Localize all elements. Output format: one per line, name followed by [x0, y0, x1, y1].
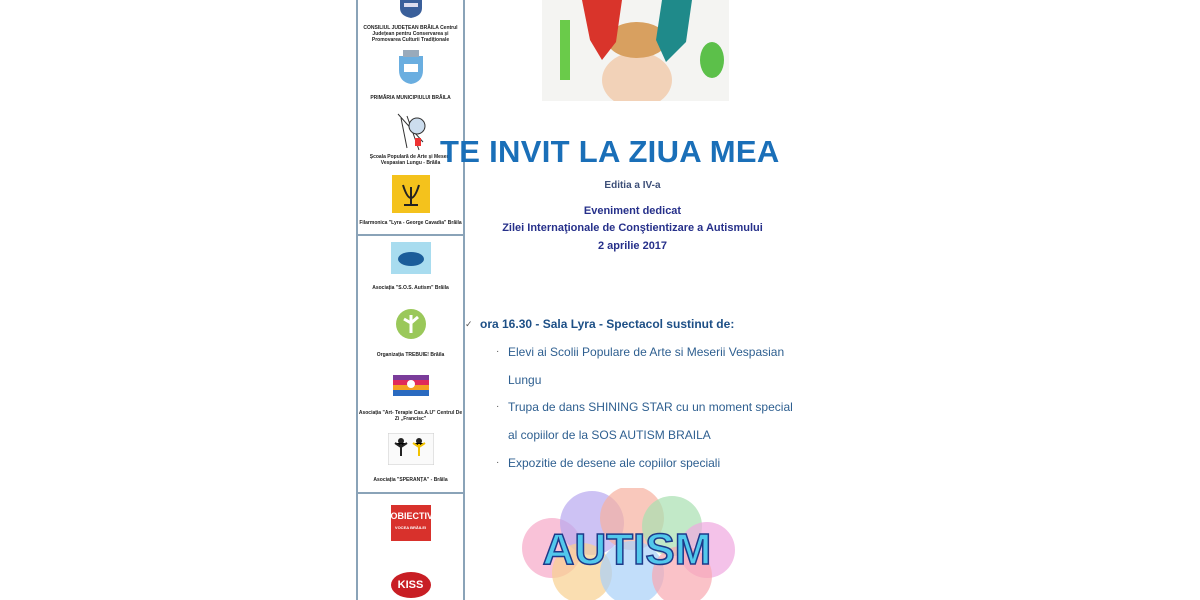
- partner-caption: PRIMĂRIA MUNICIPIULUI BRĂILA: [370, 95, 451, 101]
- partner-caption: Filarmonica "Lyra - George Cavadia" Brăila: [359, 220, 462, 226]
- sos-autism-logo-icon: [391, 242, 431, 274]
- divider: [358, 492, 463, 494]
- bullet-icon: ·: [496, 401, 500, 412]
- edition-label: Editia a IV-a: [604, 180, 661, 191]
- program-heading: ora 16.30 - Sala Lyra - Spectacol sustinut de:: [480, 317, 735, 331]
- program-item-cont: al copiilor de la SOS AUTISM BRAILA: [508, 428, 711, 442]
- partner-caption: CONSILIUL JUDEȚEAN BRĂILA Centrul Județean pentru Conservarea și Promovarea Culturii Tradiționale: [363, 25, 458, 43]
- art-therapy-logo-icon: [393, 375, 429, 397]
- arts-school-logo-icon: [393, 112, 429, 152]
- philharmonic-lyre-icon: [392, 175, 430, 213]
- partner-caption: Asociația "SPERANȚA" - Brăila: [373, 477, 448, 483]
- trebuie-logo-icon: [393, 307, 429, 343]
- program-item: Elevi ai Scolii Populare de Arte si Meserii Vespasian: [508, 345, 785, 359]
- bullet-icon: ·: [496, 346, 500, 357]
- partner-caption: Asociația "Art- Terapie Cas.A.U" Centrul De Zi „Francisc": [358, 410, 463, 422]
- partner-caption: Asociația "S.O.S. Autism" Brăila: [372, 285, 449, 291]
- kiss-logo: KISS: [391, 572, 431, 598]
- partners-sidebar: [356, 0, 465, 600]
- program-item: Expozitie de desene ale copiilor speciali: [508, 456, 721, 470]
- autism-banner-text: AUTISM: [542, 525, 712, 574]
- speranta-logo-icon: [388, 433, 434, 465]
- obiectiv-logo: [390, 505, 434, 541]
- divider: [358, 234, 463, 236]
- child-painted-hands-photo: [542, 0, 729, 101]
- county-council-crest-icon: [398, 0, 424, 18]
- autism-banner-image: [512, 488, 742, 600]
- obiectiv-logo-text: OBIECTIV: [390, 511, 434, 521]
- program-item-cont: Lungu: [508, 373, 542, 387]
- dedicated-label: Eveniment dedicat: [583, 205, 682, 217]
- event-date: 2 aprilie 2017: [597, 240, 668, 252]
- check-bullet-icon: ✓: [465, 319, 473, 329]
- bullet-icon: ·: [496, 457, 500, 468]
- awareness-day-label: Zilei Internaţionale de Conştientizare a Autismului: [502, 222, 763, 234]
- program-item: Trupa de dans SHINING STAR cu un moment special: [508, 400, 793, 414]
- city-hall-crest-icon: [398, 50, 424, 84]
- partner-caption: Școala Populară de Arte și Meserii Vespasian Lungu - Brăila: [369, 154, 452, 166]
- obiectiv-logo-sub: VOCEA BRĂILEI: [394, 525, 427, 530]
- partner-caption: Organizația TREBUIE! Brăila: [376, 352, 445, 358]
- event-title: TE INVIT LA ZIUA MEA: [440, 134, 780, 169]
